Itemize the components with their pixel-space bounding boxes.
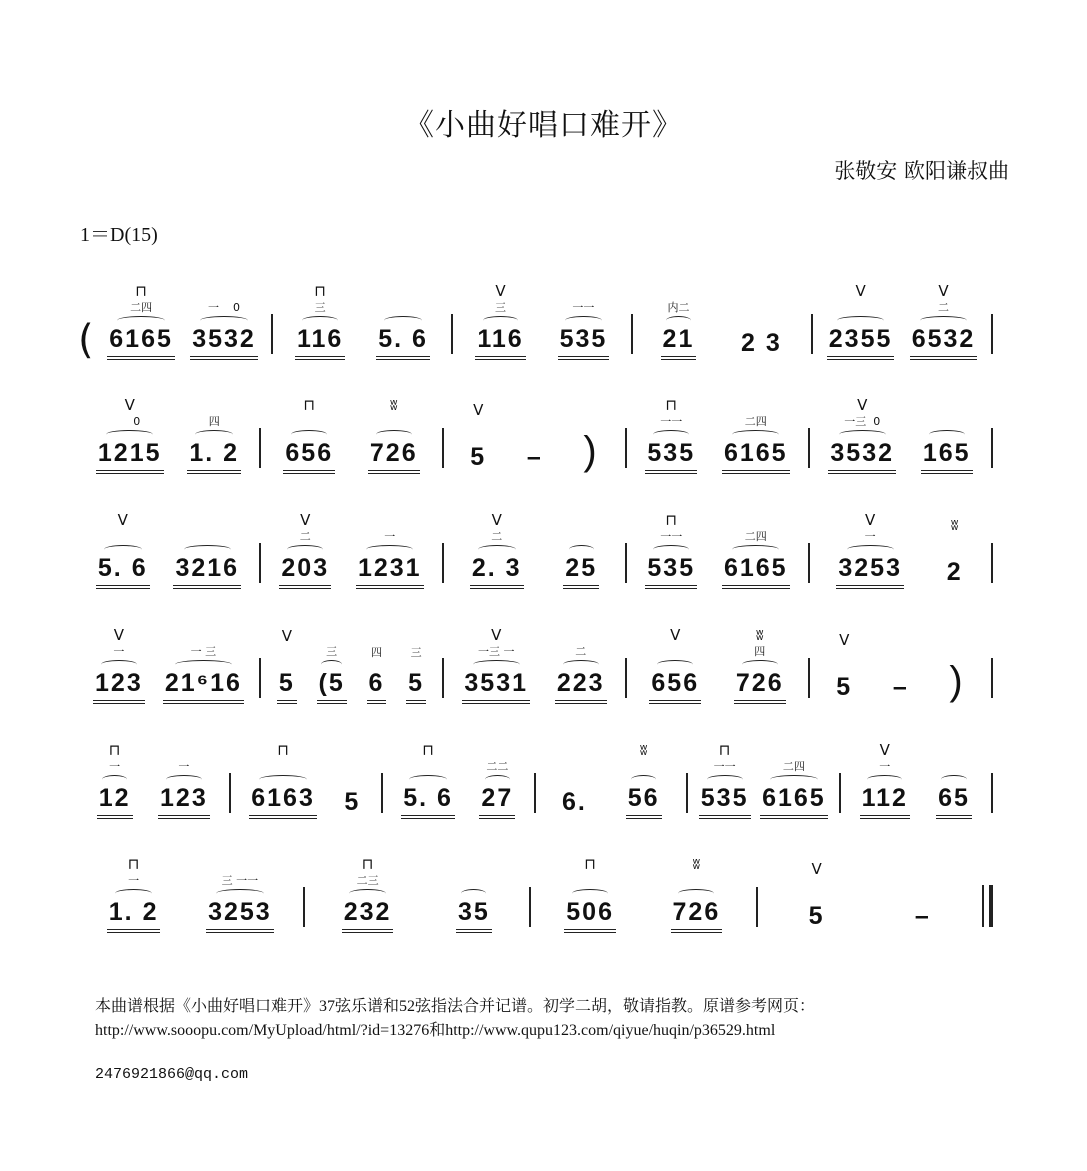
notes: 726 <box>671 898 723 933</box>
note-group <box>834 631 854 704</box>
note-group <box>277 627 297 704</box>
bowing-mark: V <box>495 282 506 300</box>
notes: 123 <box>93 669 145 704</box>
notes: ) <box>949 659 965 703</box>
slur-icon <box>478 545 516 554</box>
fingering-mark: 二三 <box>356 874 379 887</box>
note-group <box>406 627 426 704</box>
note-group <box>401 741 455 819</box>
measure <box>813 282 991 360</box>
notes: 5 <box>277 669 297 704</box>
note-group <box>376 282 430 360</box>
bowing-mark: ʬ <box>755 626 764 644</box>
note-group <box>558 282 610 360</box>
bowing-mark: ⊓ <box>314 282 326 300</box>
fingering-mark: 内二 <box>667 301 690 314</box>
fingering-mark: 三 <box>326 645 338 658</box>
slur-icon <box>929 430 965 439</box>
slur-icon <box>200 316 247 325</box>
slur-icon <box>259 775 306 784</box>
measure <box>810 619 991 704</box>
measure <box>231 741 382 819</box>
measure <box>536 741 687 819</box>
notes: 232 <box>342 898 394 933</box>
notes: 3532 <box>190 325 258 360</box>
note-group <box>206 855 274 933</box>
note-group <box>563 511 599 589</box>
slur-icon <box>847 545 894 554</box>
notes: 6532 <box>910 325 978 360</box>
slur-icon <box>631 775 656 784</box>
measure <box>841 741 992 819</box>
note-group <box>470 511 524 589</box>
notes: 6 <box>367 669 387 704</box>
slur-icon <box>563 660 599 669</box>
note-group <box>342 855 394 933</box>
notes: 1215 <box>96 439 164 474</box>
notes: – <box>892 673 909 701</box>
note-group <box>368 396 420 474</box>
note-group <box>468 401 488 474</box>
measure <box>78 626 259 704</box>
fingering-mark: 二四 <box>130 301 153 314</box>
measure <box>688 741 839 819</box>
note-group <box>807 860 827 933</box>
notes: 5. 6 <box>376 325 430 360</box>
notes: 3532 <box>828 439 896 474</box>
slur-icon <box>707 775 743 784</box>
notes: 3216 <box>173 554 241 589</box>
fingering-mark: 一 0 <box>208 301 241 314</box>
note-group <box>93 626 145 704</box>
measure <box>453 282 631 360</box>
fingering-mark: 二四 <box>744 530 767 543</box>
note-group <box>555 626 607 704</box>
bowing-mark: ⊓ <box>303 396 316 414</box>
fingering-mark: 0 <box>119 415 141 428</box>
note-group <box>158 741 210 819</box>
bowing-mark: ʬ <box>389 396 398 414</box>
note-group <box>581 389 600 474</box>
measure <box>633 282 811 360</box>
note-group <box>722 396 790 474</box>
slur-icon <box>653 545 689 554</box>
bowing-mark: ⊓ <box>108 741 121 759</box>
notes: 1. 2 <box>187 439 241 474</box>
notes: 3253 <box>206 898 274 933</box>
staff-row <box>78 729 993 819</box>
note-group <box>760 741 828 819</box>
slur-icon <box>366 545 413 554</box>
notes: 3531 <box>462 669 530 704</box>
bowing-mark: V <box>491 626 502 644</box>
notes: 656 <box>283 439 335 474</box>
measure <box>444 626 625 704</box>
bowing-mark: ⊓ <box>277 741 289 759</box>
fingering-mark: 一一 <box>660 530 683 543</box>
note-group <box>645 511 697 589</box>
slur-icon <box>321 660 342 669</box>
note-group <box>564 855 616 933</box>
bowing-mark: V <box>300 511 311 529</box>
notes: 3253 <box>836 554 904 589</box>
notes: 5 <box>344 788 361 816</box>
slur-icon <box>569 545 594 554</box>
measure <box>383 741 534 819</box>
notes: 27 <box>479 784 515 819</box>
slur-icon <box>572 889 608 898</box>
slur-icon <box>666 316 691 325</box>
slur-icon <box>565 316 601 325</box>
notes: 6. <box>561 788 587 816</box>
notes: 5 <box>470 443 487 471</box>
fingering-mark: 一 三 <box>190 645 217 658</box>
measure <box>78 741 229 819</box>
slur-icon <box>920 316 967 325</box>
note-group <box>945 516 965 589</box>
fingering-mark: 二 <box>491 530 503 543</box>
note-group <box>860 741 910 819</box>
composer-credit: 张敬安 欧阳谦叔曲 <box>834 159 1009 183</box>
slur-icon <box>106 430 153 439</box>
note-group <box>649 626 701 704</box>
notes: 12 <box>97 784 133 819</box>
slur-icon <box>287 545 323 554</box>
notes: 203 <box>279 554 331 589</box>
measure <box>261 511 442 589</box>
barline <box>991 428 993 468</box>
slur-icon <box>101 660 137 669</box>
notes: ) <box>583 429 599 473</box>
fingering-mark: 二二 <box>486 760 509 773</box>
notes: 123 <box>158 784 210 819</box>
notes: 726 <box>734 669 786 704</box>
bowing-mark: ⊓ <box>361 855 374 873</box>
slur-icon <box>837 316 884 325</box>
bowing-mark: V <box>670 626 681 644</box>
bowing-mark: ʬ <box>692 855 701 873</box>
staff-row <box>78 614 993 704</box>
bowing-mark: V <box>811 860 822 878</box>
note-group <box>279 511 331 589</box>
fingering-mark: 一 <box>113 645 125 658</box>
notes: 6163 <box>249 784 317 819</box>
bowing-mark: V <box>865 511 876 529</box>
open-paren <box>78 317 94 363</box>
slur-icon <box>653 430 689 439</box>
notes: 5 <box>836 673 853 701</box>
notes: 56 <box>626 784 662 819</box>
fingering-mark: 二四 <box>744 415 767 428</box>
measure <box>305 855 530 933</box>
notes: 6165 <box>722 554 790 589</box>
measure <box>758 860 983 933</box>
slur-icon <box>409 775 447 784</box>
staff-row <box>78 270 993 363</box>
bowing-mark: ⊓ <box>718 741 731 759</box>
final-barline <box>982 885 993 927</box>
notes: 2 3 <box>741 329 782 357</box>
slur-icon <box>104 545 142 554</box>
note-group <box>699 741 751 819</box>
slur-icon <box>473 660 520 669</box>
page-title: 《小曲好唱口难开》 <box>404 108 683 143</box>
slur-icon <box>941 775 966 784</box>
measure <box>810 396 991 474</box>
notes: 1. 2 <box>107 898 161 933</box>
slur-icon <box>216 889 263 898</box>
fingering-mark: 一一 <box>660 415 683 428</box>
note-group <box>645 396 697 474</box>
note-group <box>190 282 258 360</box>
slur-icon <box>678 889 714 898</box>
note-group <box>828 396 896 474</box>
bowing-mark: V <box>491 511 502 529</box>
slur-icon <box>115 889 153 898</box>
fingering-mark: 一一 <box>713 760 736 773</box>
note-group <box>827 282 895 360</box>
notes: 535 <box>645 554 697 589</box>
bowing-mark: ⊓ <box>135 282 147 300</box>
note-group <box>475 282 525 360</box>
notes: 6165 <box>722 439 790 474</box>
fingering-mark: 一三 0 <box>844 415 881 428</box>
measure <box>810 511 991 589</box>
notes: 535 <box>645 439 697 474</box>
note-group <box>722 511 790 589</box>
measure <box>273 282 451 360</box>
paren-text: ( <box>78 317 94 363</box>
notes: – <box>914 902 931 930</box>
note-group <box>661 282 697 360</box>
note-group <box>187 396 241 474</box>
fingering-mark: 三 <box>494 301 506 314</box>
bowing-mark: ⊓ <box>127 855 140 873</box>
measure <box>261 396 442 474</box>
bowing-mark: V <box>857 396 868 414</box>
bowing-mark: V <box>113 626 125 644</box>
notes: 2. 3 <box>470 554 524 589</box>
note-group <box>367 627 387 704</box>
bowing-mark: V <box>117 511 128 529</box>
measure <box>261 626 442 704</box>
slur-icon <box>349 889 385 898</box>
slur-icon <box>184 545 231 554</box>
bowing-mark: V <box>855 282 866 300</box>
measure <box>78 511 259 589</box>
barline <box>991 314 993 354</box>
bowing-mark: V <box>839 631 850 649</box>
notes: 656 <box>649 669 701 704</box>
measure <box>627 396 808 474</box>
notes: 2 <box>946 558 963 586</box>
note-group <box>317 626 347 704</box>
note-group <box>910 282 978 360</box>
staff-row <box>78 843 993 933</box>
note-group <box>163 626 244 704</box>
note-group <box>921 396 973 474</box>
slur-icon <box>291 430 327 439</box>
note-group <box>249 741 317 819</box>
barline <box>991 543 993 583</box>
note-group <box>913 860 933 933</box>
slur-icon <box>461 889 486 898</box>
barline <box>991 773 993 813</box>
note-group <box>479 741 515 819</box>
fingering-mark: 一 <box>128 874 140 887</box>
slur-icon <box>483 316 518 325</box>
fingering-mark: 四 <box>208 415 220 428</box>
fingering-mark: 一 <box>384 530 396 543</box>
measure <box>444 511 625 589</box>
slur-icon <box>657 660 693 669</box>
note-group <box>107 282 175 360</box>
bowing-mark: V <box>879 741 890 759</box>
fingering-mark: 一三 一 <box>477 645 515 658</box>
notes: 6165 <box>760 784 828 819</box>
notes: 21 <box>661 325 697 360</box>
notes: 5. 6 <box>401 784 455 819</box>
measure <box>531 855 756 933</box>
slur-icon <box>195 430 233 439</box>
notes: 726 <box>368 439 420 474</box>
fingering-mark: 二 <box>575 645 587 658</box>
notes: 65 <box>936 784 972 819</box>
note-group <box>734 626 786 704</box>
fingering-mark: 二 <box>299 530 311 543</box>
notes: 5 <box>406 669 426 704</box>
note-group <box>283 396 335 474</box>
notes: (5 <box>317 669 347 704</box>
fingering-mark: 一 <box>178 760 190 773</box>
footer-line-2[interactable]: http://www.sooopu.com/MyUpload/html/?id=13276和http://www.qupu123.com/qiyue/huqin/p36529.html <box>95 1022 776 1039</box>
note-group <box>626 741 662 819</box>
bowing-mark: ⊓ <box>665 511 678 529</box>
notes: 165 <box>921 439 973 474</box>
key-signature: 1＝D(15) <box>80 224 158 246</box>
slur-icon <box>117 316 164 325</box>
staff-row <box>78 384 993 474</box>
slur-icon <box>770 775 817 784</box>
note-group <box>107 855 161 933</box>
slur-icon <box>485 775 510 784</box>
notes: 506 <box>564 898 616 933</box>
notes: 6165 <box>107 325 175 360</box>
measure <box>78 396 259 474</box>
note-group <box>836 511 904 589</box>
fingering-mark: 一 <box>864 530 876 543</box>
fingering-mark: 三 <box>410 646 422 659</box>
note-group <box>462 626 530 704</box>
notes: 116 <box>295 325 345 360</box>
fingering-mark: 二 <box>938 301 950 314</box>
slur-icon <box>175 660 232 669</box>
bowing-mark: ʬ <box>950 516 959 534</box>
notes: 535 <box>558 325 610 360</box>
staff-row <box>78 499 993 589</box>
note-group <box>739 287 784 360</box>
notes: 112 <box>860 784 910 819</box>
barline <box>991 658 993 698</box>
slur-icon <box>166 775 202 784</box>
notes: 35 <box>456 898 492 933</box>
note-group <box>295 282 345 360</box>
fingering-mark: 四 <box>370 646 382 659</box>
notes: 21⁶16 <box>163 669 244 704</box>
note-group <box>96 511 150 589</box>
slur-icon <box>376 430 412 439</box>
notes: 223 <box>555 669 607 704</box>
notes: 1231 <box>356 554 424 589</box>
note-group <box>671 855 723 933</box>
notes: 116 <box>475 325 525 360</box>
footer-line-1: 本曲谱根据《小曲好唱口难开》37弦乐谱和52弦指法合并记谱。初学二胡，敬请指教。原谱参考网页： <box>95 998 816 1015</box>
note-group <box>560 746 589 819</box>
note-group <box>891 631 911 704</box>
bowing-mark: ʬ <box>639 741 648 759</box>
notes: – <box>526 443 543 471</box>
bowing-mark: V <box>473 401 484 419</box>
slur-icon <box>742 660 778 669</box>
bowing-mark: V <box>281 627 292 645</box>
notes: 2355 <box>827 325 895 360</box>
measure <box>94 282 272 360</box>
measure <box>444 389 625 474</box>
slur-icon <box>102 775 127 784</box>
footer-note <box>95 995 815 1043</box>
fingering-mark: 二四 <box>782 760 805 773</box>
bowing-mark: V <box>938 282 949 300</box>
fingering-mark: 三 <box>314 301 326 314</box>
slur-icon <box>867 775 902 784</box>
fingering-mark: 四 <box>754 645 766 658</box>
note-group <box>356 511 424 589</box>
notes: 5 <box>808 902 825 930</box>
notes: 535 <box>699 784 751 819</box>
bowing-mark: ⊓ <box>422 741 434 759</box>
notes: 25 <box>563 554 599 589</box>
slur-icon <box>839 430 886 439</box>
measure <box>627 511 808 589</box>
notes: 5. 6 <box>96 554 150 589</box>
slur-icon <box>384 316 422 325</box>
note-group <box>456 855 492 933</box>
fingering-mark: 一 <box>109 760 121 773</box>
note-group <box>342 746 362 819</box>
measure <box>627 626 808 704</box>
note-group <box>936 741 972 819</box>
bowing-mark: ⊓ <box>665 396 678 414</box>
slur-icon <box>732 545 779 554</box>
contact-email[interactable]: 2476921866@qq.com <box>95 1066 249 1083</box>
fingering-mark: 三 一一 <box>221 874 259 887</box>
slur-icon <box>302 316 337 325</box>
note-group <box>173 511 241 589</box>
fingering-mark: 一一 <box>572 301 595 314</box>
note-group <box>97 741 133 819</box>
note-group <box>525 401 545 474</box>
bowing-mark: V <box>124 396 135 414</box>
fingering-mark: 一 <box>879 760 891 773</box>
measure <box>78 855 303 933</box>
bowing-mark: ⊓ <box>584 855 596 873</box>
note-group <box>96 396 164 474</box>
slur-icon <box>732 430 779 439</box>
note-group <box>947 619 966 704</box>
